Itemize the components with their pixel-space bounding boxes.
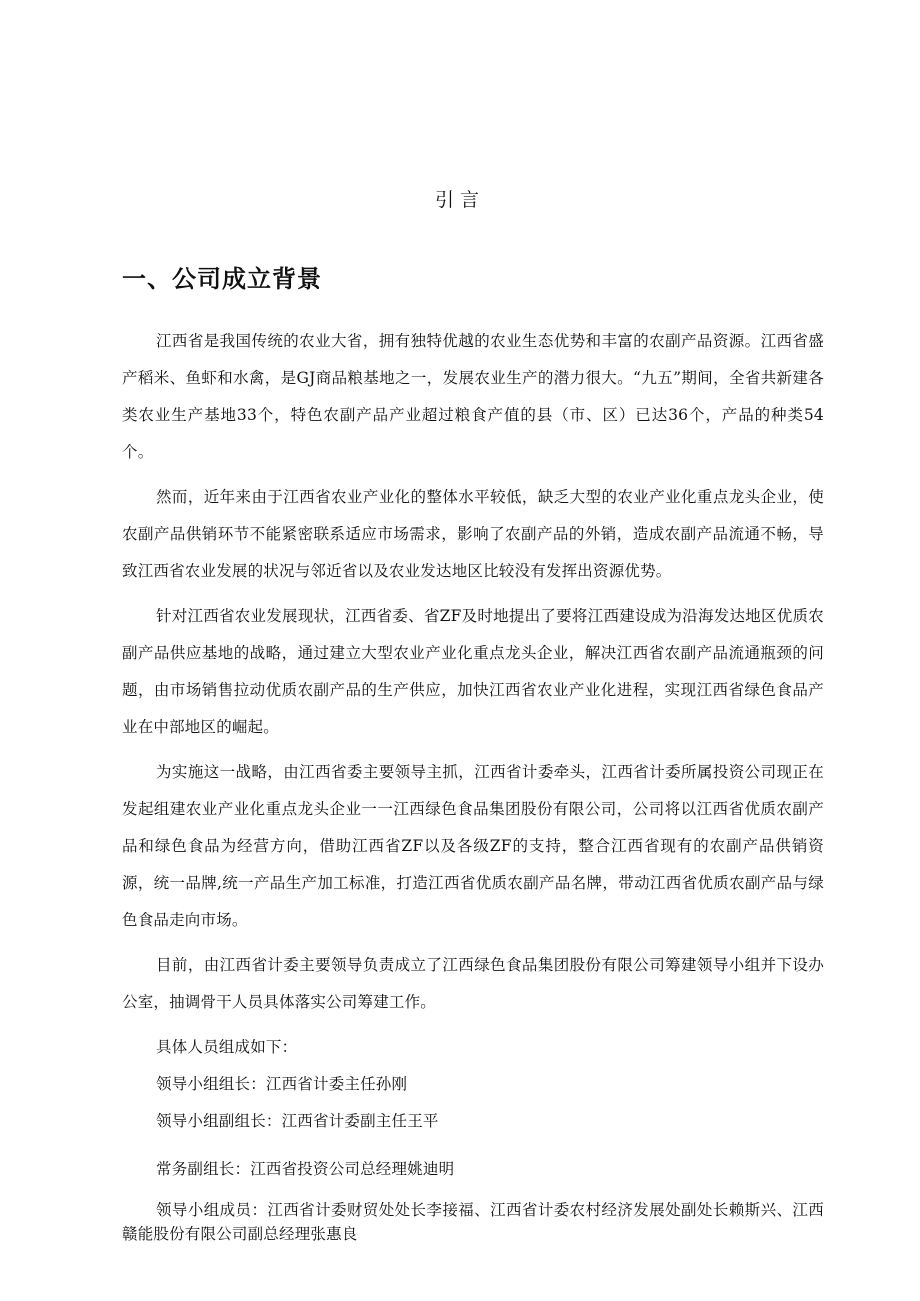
- executive-deputy-line: 常务副组长：江西省投资公司总经理姚迪明: [156, 1160, 455, 1178]
- paragraph-implementation: 为实施这一战略，由江西省委主要领导主抓，江西省计委牵头，江西省计委所属投资公司现正在发起组建农业产业化重点龙头企业一一江西绿色食品集团股份有限公司，公司将以江西省优质农副产品和绿色食品为经营方向，借助江西省ZF以及各级ZF的支持，整合江西省现有的农副产品供销资源，统一品牌,统一产品生产加工标准，打造江西省优质农副产品名牌，带动江西省优质农副产品与绿色食品走向市场。: [122, 763, 824, 929]
- paragraph-preparation: 目前，由江西省计委主要领导负责成立了江西绿色食品集团股份有限公司筹建领导小组并下设办公室，抽调骨干人员具体落实公司筹建工作。: [122, 956, 824, 1011]
- paragraph-strategy: 针对江西省农业发展现状，江西省委、省ZF及时地提出了要将江西建设成为沿海发达地区优质农副产品供应基地的战略，通过建立大型农业产业化重点龙头企业，解决江西省农副产品流通瓶颈的问题，由市场销售拉动优质农副产品的生产供应，加快江西省农业产业化进程，实现江西省绿色食品产业在中部地区的崛起。: [122, 607, 824, 736]
- deputy-leader-line: 领导小组副组长：江西省计委副主任王平: [156, 1112, 439, 1130]
- section-heading: 一、公司成立背景: [122, 265, 322, 293]
- members-line: 领导小组成员：江西省计委财贸处处长李接福、江西省计委农村经济发展处副处长赖斯兴、江西赣能股份有限公司副总经理张惠良: [122, 1201, 824, 1243]
- document-title: 引言: [434, 189, 485, 211]
- document-body: [122, 323, 824, 1254]
- personnel-intro: 具体人员组成如下：: [156, 1038, 298, 1056]
- leader-line: 领导小组组长：江西省计委主任孙刚: [156, 1075, 408, 1093]
- paragraph-problem: 然而，近年来由于江西省农业产业化的整体水平较低，缺乏大型的农业产业化重点龙头企业，使农副产品供销环节不能紧密联系适应市场需求，影响了农副产品的外销，造成农副产品流通不畅，导致江西省农业发展的状况与邻近省以及农业发达地区比较没有发挥出资源优势。: [122, 488, 824, 580]
- paragraph-background: 江西省是我国传统的农业大省，拥有独特优越的农业生态优势和丰富的农副产品资源。江西省盛产稻米、鱼虾和水禽，是GJ商品粮基地之一，发展农业生产的潜力很大。“九五”期间，全省共新建各类农业生产基地33个，特色农副产品产业超过粮食产值的县（市、区）已达36个，产品的种类54个。: [122, 332, 824, 461]
